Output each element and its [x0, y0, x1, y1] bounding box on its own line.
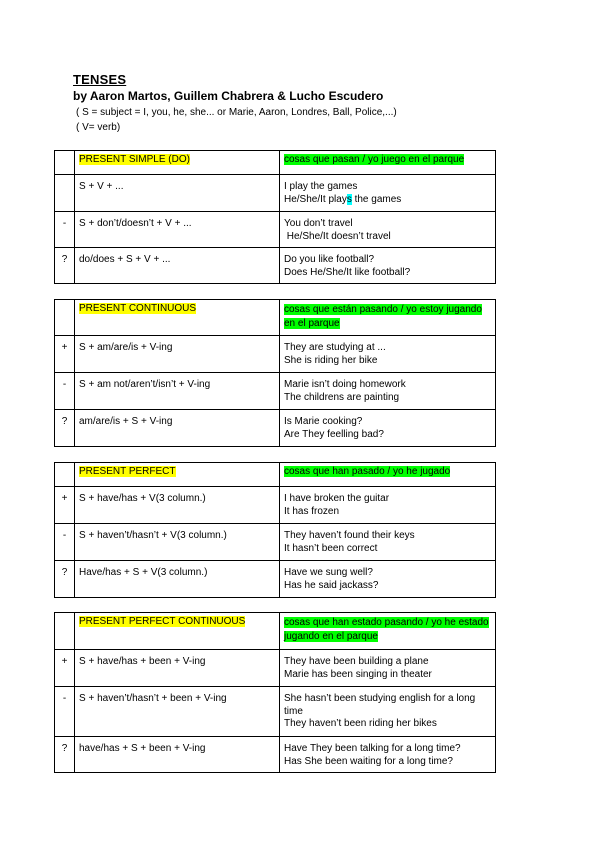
present-perfect-table: [54, 462, 496, 598]
structure-cell: have/has + S + been + V-ing: [75, 737, 280, 773]
symbol-cell: ?: [55, 561, 75, 598]
example-line-1: They have been building a plane: [284, 656, 429, 667]
table-header-row: [55, 151, 496, 175]
example-line-1: Marie isn’t doing homework: [284, 379, 406, 390]
example-line-2: It hasn’t been correct: [284, 542, 378, 554]
symbol-cell: +: [55, 650, 75, 687]
example-line-2: It has frozen: [284, 505, 340, 517]
example-line-2: Marie has been singing in theater: [284, 668, 432, 680]
symbol-cell: -: [55, 687, 75, 737]
symbol-cell: ?: [55, 737, 75, 773]
example-line-2: He/She/It plays the games: [284, 193, 402, 205]
example-cell: [280, 175, 496, 212]
example-line-2: He/She/It doesn’t travel: [284, 230, 391, 242]
structure-cell: am/are/is + S + V-ing: [75, 410, 280, 447]
example-line-2: She is riding her bike: [284, 354, 378, 366]
structure-cell: S + have/has + V(3 column.): [75, 487, 280, 524]
structure-cell: S + haven’t/hasn’t + been + V-ing: [75, 687, 280, 737]
table-row: [55, 212, 496, 248]
present-continuous-table: [54, 299, 496, 447]
example-cell: [280, 524, 496, 561]
tense-name-cell: [75, 300, 280, 336]
symbol-cell: ?: [55, 410, 75, 447]
meaning-cell: [280, 300, 496, 336]
symbol-cell: [55, 151, 75, 175]
symbol-cell: [55, 300, 75, 336]
example-cell: [280, 650, 496, 687]
example-line-1: Is Marie cooking?: [284, 416, 363, 427]
example-line-1: You don’t travel: [284, 218, 353, 229]
document-title: TENSES: [73, 72, 127, 87]
example-line-1: Have we sung well?: [284, 567, 373, 578]
table-row: [55, 373, 496, 410]
symbol-cell: -: [55, 524, 75, 561]
tense-name-cell: [75, 463, 280, 487]
table-row: [55, 487, 496, 524]
tense-meaning: cosas que han estado pasando / yo he estado jugando en el parque: [284, 617, 489, 642]
structure-cell: do/does + S + V + ...: [75, 248, 280, 284]
tense-name: PRESENT PERFECT CONTINUOUS: [79, 616, 246, 627]
present-simple-table: [54, 150, 496, 284]
tense-meaning: cosas que están pasando / yo estoy jugando en el parque: [284, 304, 482, 329]
symbol-cell: -: [55, 373, 75, 410]
example-line-1: Do you like football?: [284, 254, 375, 265]
example-line-1: Have They been talking for a long time?: [284, 743, 461, 754]
present-perfect-continuous-table: [54, 612, 496, 773]
symbol-cell: ?: [55, 248, 75, 284]
symbol-cell: +: [55, 487, 75, 524]
structure-cell: S + V + ...: [75, 175, 280, 212]
meaning-cell: [280, 613, 496, 650]
tense-meaning: cosas que han pasado / yo he jugado: [284, 466, 451, 477]
tense-name-cell: [75, 151, 280, 175]
meaning-cell: [280, 463, 496, 487]
example-cell: [280, 410, 496, 447]
example-line-1: I have broken the guitar: [284, 493, 390, 504]
table-row: [55, 336, 496, 373]
symbol-cell: [55, 463, 75, 487]
example-cell: [280, 248, 496, 284]
example-line-2: Does He/She/It like football?: [284, 266, 411, 278]
table-header-row: [55, 300, 496, 336]
table-row: [55, 737, 496, 773]
tense-name: PRESENT CONTINUOUS: [79, 303, 197, 314]
example-line-2: The childrens are painting: [284, 391, 400, 403]
structure-cell: Have/has + S + V(3 column.): [75, 561, 280, 598]
example-cell: [280, 561, 496, 598]
table-row: [55, 687, 496, 737]
symbol-cell: +: [55, 336, 75, 373]
example-cell: [280, 737, 496, 773]
tense-meaning: cosas que pasan / yo juego en el parque: [284, 154, 465, 165]
example-line-1: They are studying at ...: [284, 342, 386, 353]
example-cell: [280, 212, 496, 248]
verb-note: ( V= verb): [76, 122, 121, 133]
symbol-cell: -: [55, 212, 75, 248]
example-line-1: They haven’t found their keys: [284, 530, 415, 541]
authors-line: by Aaron Martos, Guillem Chabrera & Lucho Escudero: [73, 89, 384, 103]
table-row: [55, 524, 496, 561]
tense-name: PRESENT PERFECT: [79, 466, 176, 477]
example-cell: [280, 487, 496, 524]
symbol-cell: [55, 175, 75, 212]
table-row: [55, 650, 496, 687]
example-line-2: They haven’t been riding her bikes: [284, 718, 437, 729]
table-row: [55, 561, 496, 598]
table-row: [55, 248, 496, 284]
example-line-1: I play the games: [284, 181, 358, 192]
example-line-2: Has She been waiting for a long time?: [284, 755, 453, 767]
tense-name: PRESENT SIMPLE (DO): [79, 154, 190, 165]
table-header-row: [55, 613, 496, 650]
structure-cell: S + am not/aren’t/isn’t + V-ing: [75, 373, 280, 410]
example-line-2: Are They feelling bad?: [284, 428, 384, 440]
table-row: [55, 175, 496, 212]
example-line-1: She hasn’t been studying english for a long time: [284, 693, 476, 717]
structure-cell: S + have/has + been + V-ing: [75, 650, 280, 687]
subject-note: ( S = subject = I, you, he, she... or Marie, Aaron, Londres, Ball, Police,...): [76, 107, 397, 118]
symbol-cell: [55, 613, 75, 650]
example-cell: [280, 687, 496, 737]
highlighted-suffix: s: [346, 193, 352, 205]
structure-cell: S + haven’t/hasn’t + V(3 column.): [75, 524, 280, 561]
structure-cell: S + don’t/doesn’t + V + ...: [75, 212, 280, 248]
tense-name-cell: [75, 613, 280, 650]
example-cell: [280, 336, 496, 373]
table-header-row: [55, 463, 496, 487]
structure-cell: S + am/are/is + V-ing: [75, 336, 280, 373]
table-row: [55, 410, 496, 447]
meaning-cell: [280, 151, 496, 175]
example-cell: [280, 373, 496, 410]
example-line-2: Has he said jackass?: [284, 579, 379, 591]
